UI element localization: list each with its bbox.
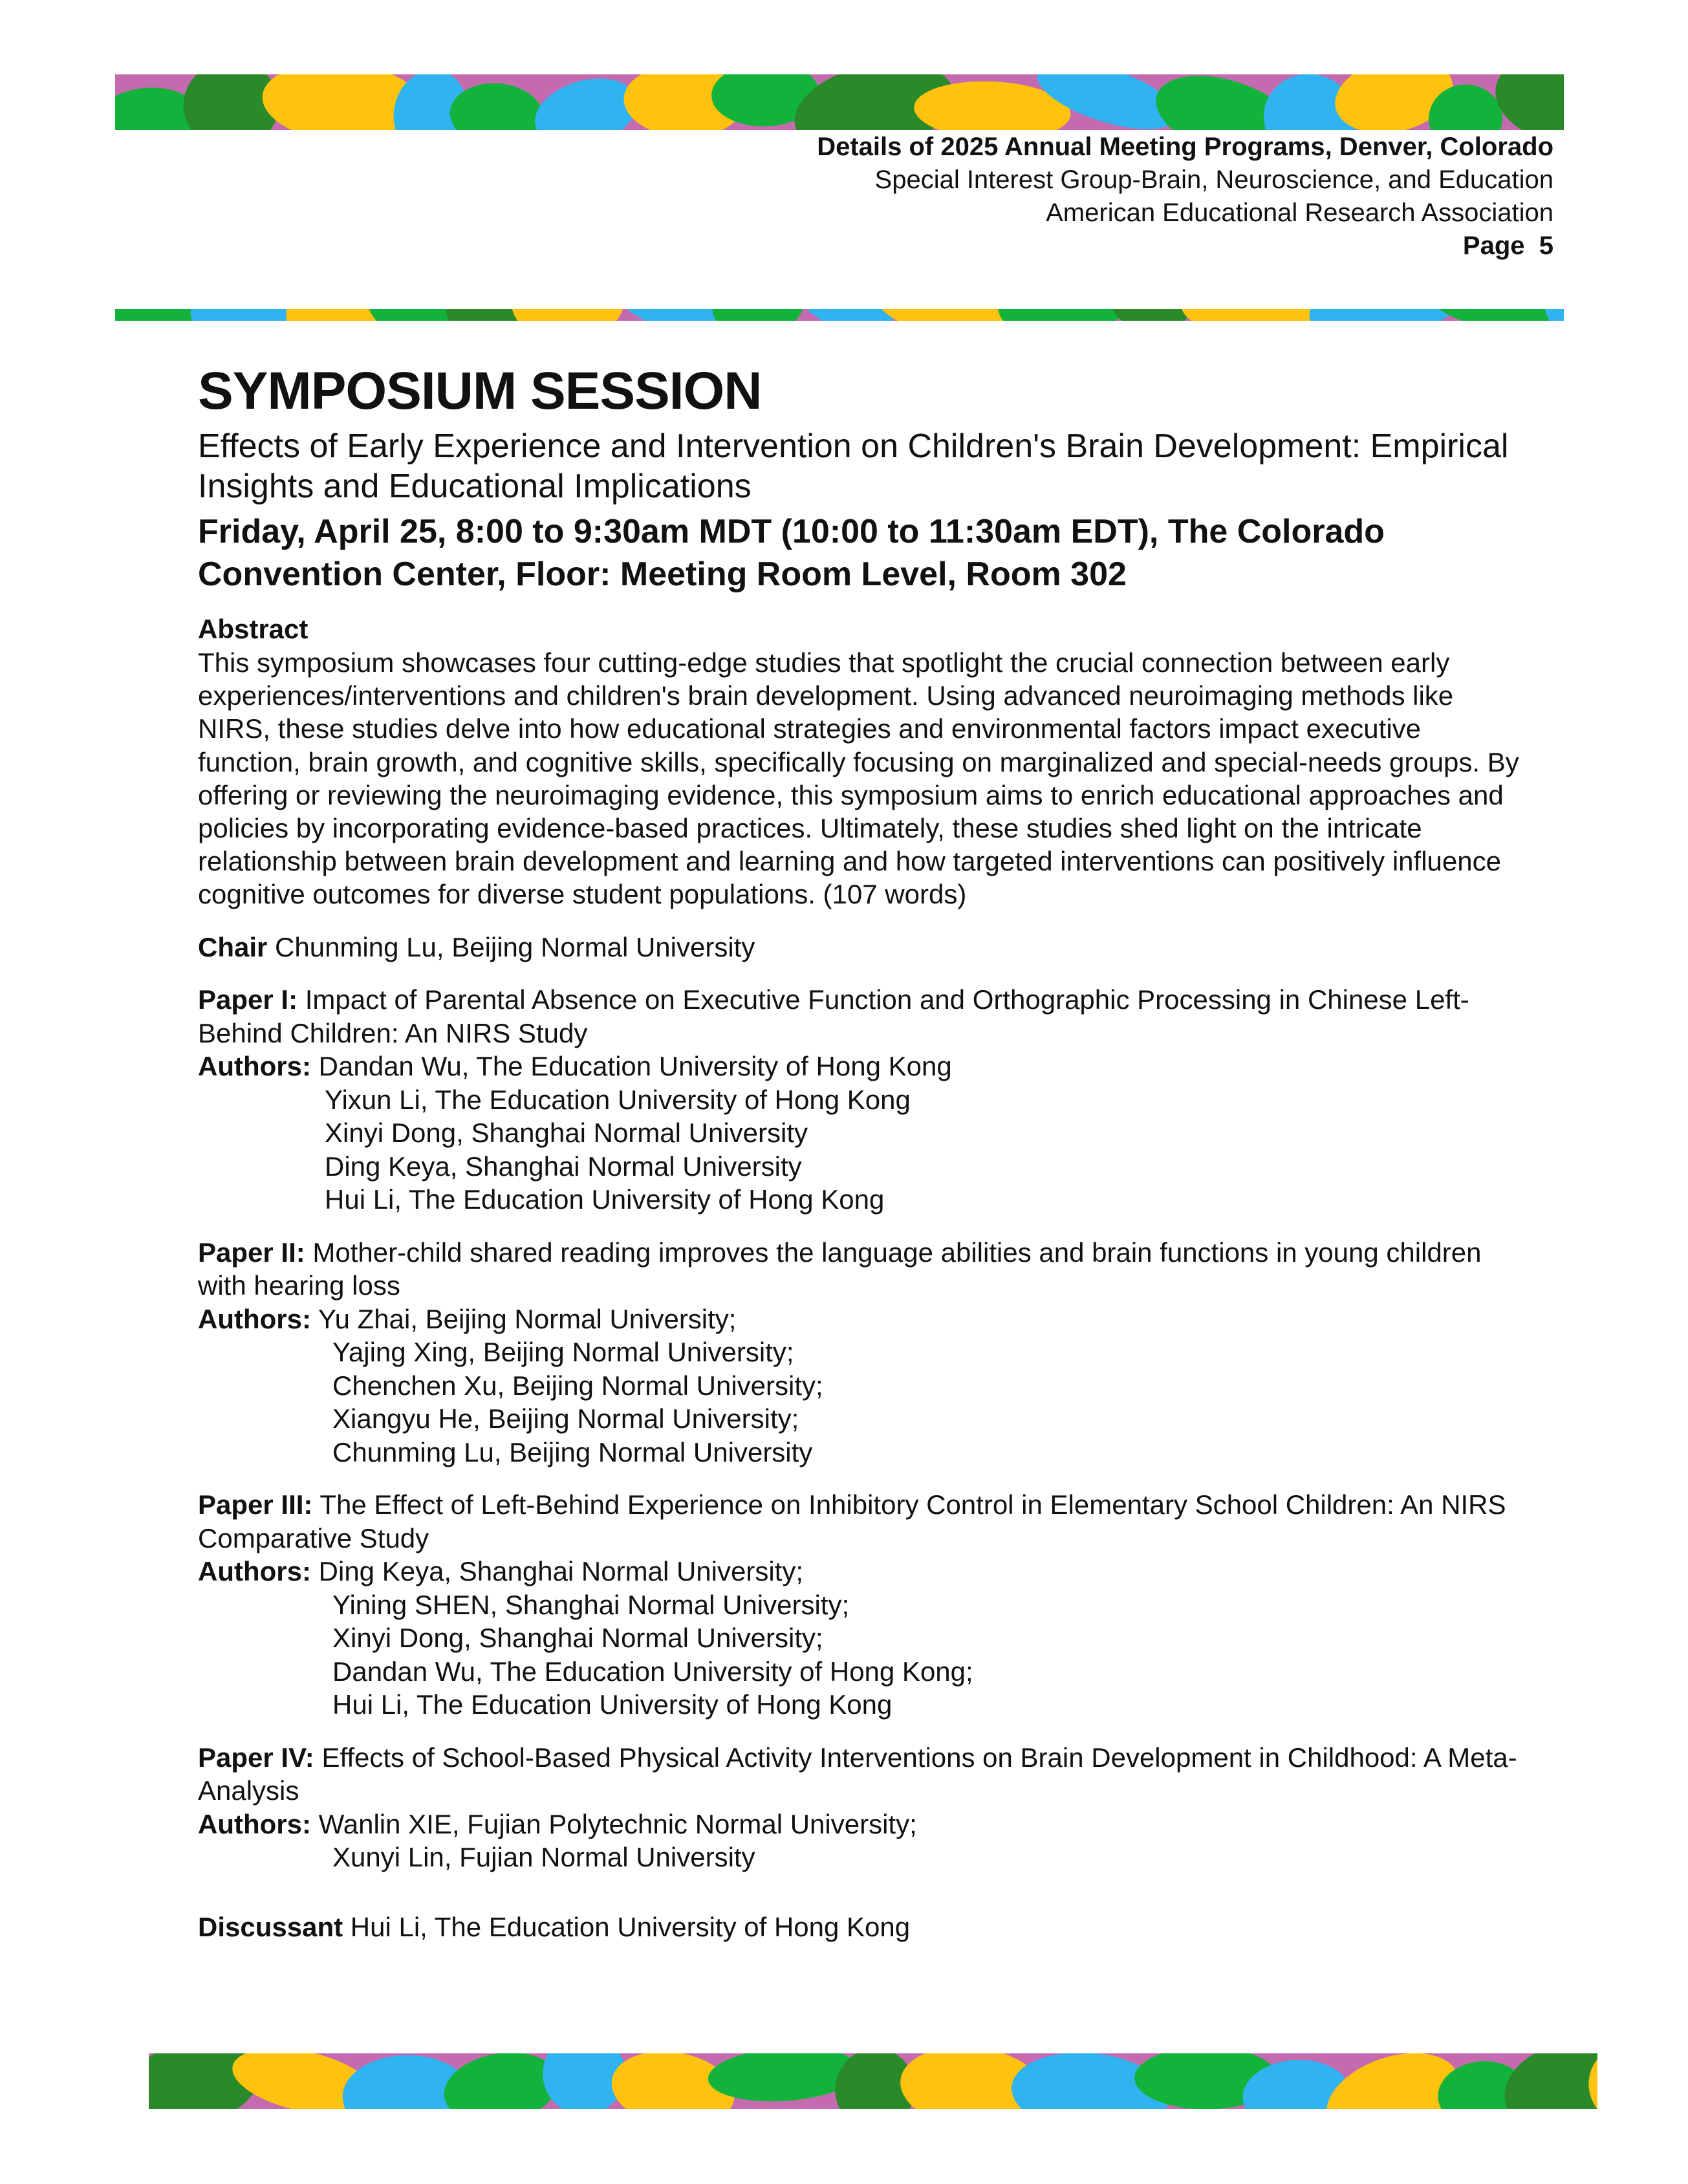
- paper-entry: [198, 1236, 1530, 1469]
- banner-blob: [1304, 309, 1466, 321]
- banner-blob: [704, 309, 813, 321]
- authors-label: Authors:: [198, 1808, 311, 1839]
- session-type-heading: SYMPOSIUM SESSION: [198, 362, 762, 420]
- paper-label: Paper III:: [198, 1489, 313, 1520]
- co-author: Xinyi Dong, Shanghai Normal University;: [332, 1623, 823, 1654]
- co-author: Yining SHEN, Shanghai Normal University;: [332, 1589, 850, 1620]
- co-authors-list: [198, 1841, 1530, 1874]
- authors-label: Authors:: [198, 1556, 311, 1587]
- co-author: Chunming Lu, Beijing Normal University: [332, 1436, 813, 1467]
- co-author: Xunyi Lin, Fujian Normal University: [332, 1842, 755, 1873]
- co-authors-list: [198, 1083, 1530, 1216]
- chair-name: Chunming Lu, Beijing Normal University: [275, 931, 755, 962]
- paper-title-line: [198, 983, 1530, 1050]
- paper-label: Paper I:: [198, 984, 298, 1015]
- paper-authors-line: [198, 1303, 1530, 1336]
- main-content: [198, 359, 1530, 1943]
- discussant-label: Discussant: [198, 1911, 343, 1942]
- top-decorative-banner: [115, 74, 1564, 130]
- header-sig-name: Special Interest Group-Brain, Neuroscience, and Education: [874, 166, 1553, 194]
- banner-pattern: [115, 309, 1564, 321]
- authors-label: Authors:: [198, 1051, 311, 1082]
- banner-blob: [508, 309, 627, 321]
- first-author: Ding Keya, Shanghai Normal University;: [318, 1556, 803, 1587]
- first-author: Dandan Wu, The Education University of Hong Kong: [318, 1051, 952, 1082]
- middle-decorative-banner: [115, 309, 1564, 321]
- paper-authors-line: [198, 1555, 1530, 1588]
- page-number: Page 5: [1462, 232, 1553, 260]
- co-author: Hui Li, The Education University of Hong Kong: [332, 1689, 893, 1720]
- co-authors-list: [198, 1588, 1530, 1722]
- session-title: Effects of Early Experience and Intervention on Children's Brain Development: Empirical Insights and Educational Implications: [198, 427, 1509, 505]
- session-date-location: Friday, April 25, 8:00 to 9:30am MDT (10:00 to 11:30am EDT), The Colorado Convention Center, Floor: Meeting Room Level, Room 302: [198, 513, 1385, 593]
- co-author: Dandan Wu, The Education University of Hong Kong;: [332, 1656, 973, 1687]
- co-author: Yajing Xing, Beijing Normal University;: [332, 1337, 794, 1368]
- paper-entry: [198, 983, 1530, 1216]
- authors-label: Authors:: [198, 1303, 311, 1334]
- first-author: Wanlin XIE, Fujian Polytechnic Normal University;: [318, 1808, 917, 1839]
- co-author: Yixun Li, The Education University of Hong Kong: [325, 1084, 911, 1115]
- banner-pattern: [115, 74, 1564, 130]
- paper-title: The Effect of Left-Behind Experience on Inhibitory Control in Elementary School Children: An NIRS Comparative Study: [198, 1489, 1506, 1553]
- banner-blob: [1108, 309, 1194, 321]
- co-author: Chenchen Xu, Beijing Normal University;: [332, 1370, 823, 1401]
- co-authors-list: [198, 1335, 1530, 1469]
- running-header: [519, 131, 1553, 263]
- paper-title: Impact of Parental Absence on Executive Function and Orthographic Processing in Chinese Left-Behind Children: An NIRS Study: [198, 984, 1469, 1048]
- bottom-decorative-banner: [149, 2053, 1597, 2109]
- chair-label: Chair: [198, 931, 268, 962]
- paper-title-line: [198, 1236, 1530, 1303]
- co-author: Xinyi Dong, Shanghai Normal University: [325, 1118, 808, 1149]
- co-author: Xiangyu He, Beijing Normal University;: [332, 1403, 799, 1434]
- header-association: American Educational Research Association: [1046, 199, 1553, 227]
- paper-label: Paper IV:: [198, 1742, 314, 1773]
- header-program-title: Details of 2025 Annual Meeting Programs, Denver, Colorado: [817, 133, 1553, 161]
- paper-title-line: [198, 1488, 1530, 1555]
- paper-title-line: [198, 1741, 1530, 1808]
- abstract-text: This symposium showcases four cutting-edge studies that spotlight the crucial connection between early experiences/interventions and children's brain development. Using advanced neuroimaging methods like NIRS, these studies delve into how educational strategies and environmental factors impact executive function, brain growth, and cognitive skills, specifically focusing on marginalized and special-needs groups. By offering or reviewing the neuroimaging evidence, this symposium aims to enrich educational approaches and policies by incorporating evidence-based practices. Ultimately, these studies shed light on the intricate relationship between brain development and learning and how targeted interventions can positively influence cognitive outcomes for diverse student populations. (107 words): [198, 647, 1519, 910]
- co-author: Hui Li, The Education University of Hong Kong: [325, 1184, 885, 1215]
- paper-authors-line: [198, 1050, 1530, 1083]
- paper-label: Paper II:: [198, 1237, 305, 1268]
- chair-line: [198, 931, 1530, 964]
- paper-authors-line: [198, 1808, 1530, 1841]
- first-author: Yu Zhai, Beijing Normal University;: [318, 1303, 737, 1334]
- abstract-heading: Abstract: [198, 614, 308, 644]
- banner-pattern: [149, 2053, 1597, 2109]
- discussant-line: [198, 1910, 1530, 1944]
- discussant-name: Hui Li, The Education University of Hong Kong: [350, 1911, 911, 1942]
- paper-title: Effects of School-Based Physical Activity Interventions on Brain Development in Childhood: A Meta-Analysis: [198, 1742, 1517, 1806]
- co-author: Ding Keya, Shanghai Normal University: [325, 1151, 802, 1182]
- paper-entry: [198, 1488, 1530, 1722]
- paper-title: Mother-child shared reading improves the language abilities and brain functions in young children with hearing loss: [198, 1237, 1482, 1301]
- paper-entry: [198, 1741, 1530, 1874]
